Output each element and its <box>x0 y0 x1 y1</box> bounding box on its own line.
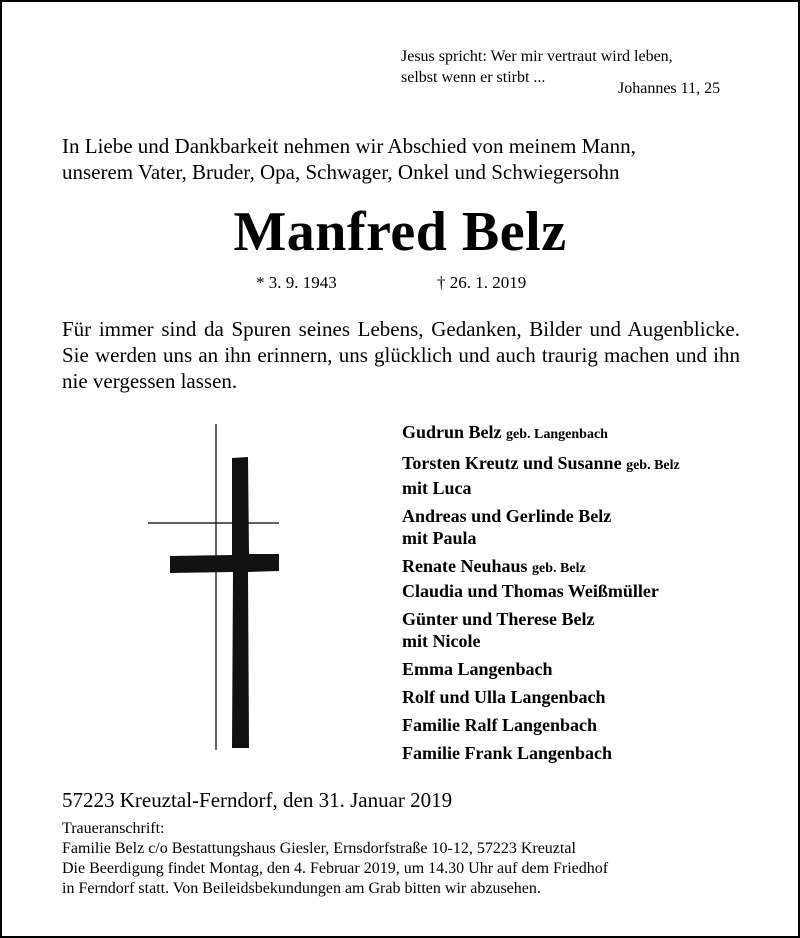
mourner-name: Familie Frank Langenbach <box>402 743 613 763</box>
mourner-name: Andreas und Gerlinde Belz <box>402 506 612 526</box>
mourner-group <box>402 421 680 446</box>
mourner-group <box>402 555 680 602</box>
cross-icon <box>148 424 288 754</box>
address-label: Traueranschrift: <box>62 820 165 837</box>
mourner-name: Rolf und Ulla Langenbach <box>402 687 606 707</box>
deceased-name: Manfred Belz <box>233 201 567 263</box>
mourner-name: Günter und Therese Belz <box>402 609 595 629</box>
intro-line: unserem Vater, Bruder, Opa, Schwager, Onkel und Schwiegersohn <box>62 160 620 184</box>
mourner-line <box>402 555 680 580</box>
mourning-address: Familie Belz c/o Bestattungshaus Giesler, Ernsdorfstraße 10-12, 57223 Kreuztal <box>62 840 576 857</box>
verse-line: selbst wenn er stirbt ... <box>401 69 546 86</box>
mourner-line <box>402 608 680 630</box>
mourner-line <box>402 714 680 736</box>
footer-info <box>62 819 742 899</box>
maiden-name: geb. Langenbach <box>506 427 608 442</box>
verse-reference: Johannes 11, 25 <box>618 80 721 97</box>
mourner-group <box>402 658 680 680</box>
mourner-line <box>402 421 680 446</box>
mourner-line <box>402 658 680 680</box>
verse-line: Jesus spricht: Wer mir vertraut wird leben, <box>401 48 673 65</box>
mourner-name: Gudrun Belz <box>402 422 502 442</box>
mourner-name: mit Paula <box>402 528 477 548</box>
mourner-name: Familie Ralf Langenbach <box>402 715 598 735</box>
mourner-line <box>402 477 680 499</box>
intro-line: In Liebe und Dankbarkeit nehmen wir Abschied von meinem Mann, <box>62 134 636 158</box>
mourner-group <box>402 714 680 736</box>
mourner-group <box>402 742 680 764</box>
birth-date: * 3. 9. 1943 <box>256 273 337 292</box>
place-and-date: 57223 Kreuztal-Ferndorf, den 31. Januar 2019 <box>62 788 453 812</box>
mourner-name: mit Nicole <box>402 631 481 651</box>
mourner-name: Torsten Kreutz und Susanne <box>402 453 622 473</box>
mourner-line <box>402 527 680 549</box>
mourner-name: Claudia und Thomas Weißmüller <box>402 581 659 601</box>
mourner-group <box>402 452 680 499</box>
mourner-name: Renate Neuhaus <box>402 556 528 576</box>
mourner-name: Emma Langenbach <box>402 659 553 679</box>
mourner-group <box>402 505 680 549</box>
maiden-name: geb. Belz <box>626 458 680 473</box>
funeral-info: Die Beerdigung findet Montag, den 4. Februar 2019, um 14.30 Uhr auf dem Friedhof <box>62 860 609 877</box>
mourner-line <box>402 505 680 527</box>
mourner-line <box>402 580 680 602</box>
mourner-line <box>402 630 680 652</box>
mourner-group <box>402 608 680 652</box>
intro-text <box>62 133 742 185</box>
funeral-info: in Ferndorf statt. Von Beileidsbekundungen am Grab bitten wir abzusehen. <box>62 880 541 897</box>
memorial-poem: Für immer sind da Spuren seines Lebens, Gedanken, Bilder und Augenblicke. Sie werden uns an ihn erinnern, uns glücklich und auch traurig machen und ihn nie vergessen lassen. <box>62 317 740 393</box>
mourner-name: mit Luca <box>402 478 472 498</box>
death-date: † 26. 1. 2019 <box>437 273 527 292</box>
mourner-group <box>402 686 680 708</box>
mourner-line <box>402 452 680 477</box>
maiden-name: geb. Belz <box>532 561 586 576</box>
mourners-list <box>402 421 680 770</box>
mourner-line <box>402 686 680 708</box>
mourner-line <box>402 742 680 764</box>
